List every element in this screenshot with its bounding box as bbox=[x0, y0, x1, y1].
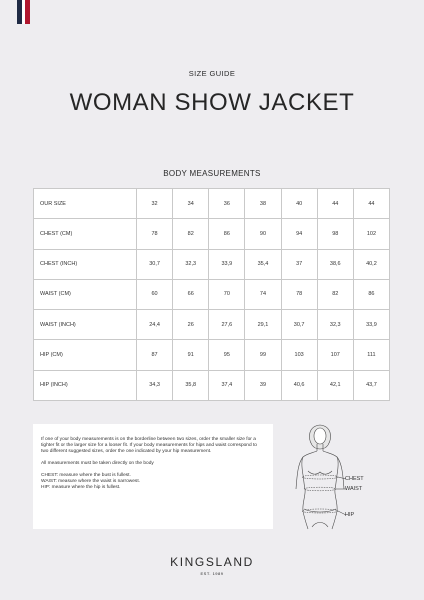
brand-logo: KINGSLAND bbox=[170, 555, 254, 569]
table-cell: 33,9 bbox=[353, 310, 389, 340]
table-cell: 102 bbox=[353, 219, 389, 249]
body-figure bbox=[290, 423, 370, 531]
brand-flag-icon bbox=[17, 0, 33, 24]
table-cell: 32,3 bbox=[317, 310, 353, 340]
page-title: WOMAN SHOW JACKET bbox=[69, 89, 355, 116]
table-cell: 42,1 bbox=[317, 370, 353, 400]
table-row bbox=[34, 279, 390, 309]
table-cell: 111 bbox=[353, 340, 389, 370]
table-cell: 34 bbox=[173, 189, 209, 219]
table-cell: 40,6 bbox=[281, 370, 317, 400]
notes-waist-text: WAIST: measure where the waist is narrowest. bbox=[41, 479, 140, 484]
table-cell: 40 bbox=[281, 189, 317, 219]
flag-red-stripe bbox=[25, 0, 30, 24]
table-cell: 34,3 bbox=[137, 370, 173, 400]
table-cell: 98 bbox=[317, 219, 353, 249]
table-cell: 60 bbox=[137, 279, 173, 309]
table-cell: 39 bbox=[245, 370, 281, 400]
table-cell: 44 bbox=[317, 189, 353, 219]
table-cell: 103 bbox=[281, 340, 317, 370]
table-cell: 38,6 bbox=[317, 249, 353, 279]
table-cell: 36 bbox=[209, 189, 245, 219]
table-cell: 37 bbox=[281, 249, 317, 279]
table-cell: 99 bbox=[245, 340, 281, 370]
table-cell: 70 bbox=[209, 279, 245, 309]
table-cell: 107 bbox=[317, 340, 353, 370]
waist-label: WAIST bbox=[345, 486, 363, 492]
table-cell: 82 bbox=[317, 279, 353, 309]
table-cell: 74 bbox=[245, 279, 281, 309]
table-cell: 32,3 bbox=[173, 249, 209, 279]
table-row bbox=[34, 249, 390, 279]
table-caption: BODY MEASUREMENTS bbox=[163, 169, 261, 178]
row-label: HIP (INCH) bbox=[34, 370, 137, 400]
table-cell: 33,9 bbox=[209, 249, 245, 279]
table-cell: 26 bbox=[173, 310, 209, 340]
table-cell: 32 bbox=[137, 189, 173, 219]
table-row bbox=[34, 370, 390, 400]
notes-hip-text: HIP: measure where the hip is fullest. bbox=[41, 485, 121, 490]
table-cell: 91 bbox=[173, 340, 209, 370]
table-cell: 30,7 bbox=[137, 249, 173, 279]
table-row bbox=[34, 189, 390, 219]
table-cell: 78 bbox=[281, 279, 317, 309]
row-label: WAIST (INCH) bbox=[34, 310, 137, 340]
table-cell: 35,4 bbox=[245, 249, 281, 279]
table-row bbox=[34, 219, 390, 249]
table-cell: 44 bbox=[353, 189, 389, 219]
brand-est: EST. 1989 bbox=[200, 571, 224, 576]
notes-body-text: All measurements must be taken directly on the body bbox=[41, 461, 154, 466]
chest-label: CHEST bbox=[345, 476, 364, 482]
table-cell: 40,2 bbox=[353, 249, 389, 279]
table-cell: 38 bbox=[245, 189, 281, 219]
hip-label: HIP bbox=[345, 512, 355, 518]
row-label: WAIST (CM) bbox=[34, 279, 137, 309]
table-cell: 94 bbox=[281, 219, 317, 249]
row-label: CHEST (CM) bbox=[34, 219, 137, 249]
table-cell: 86 bbox=[209, 219, 245, 249]
row-label: HIP (CM) bbox=[34, 340, 137, 370]
table-cell: 90 bbox=[245, 219, 281, 249]
table-cell: 87 bbox=[137, 340, 173, 370]
table-cell: 27,6 bbox=[209, 310, 245, 340]
notes-borderline-text: If one of your body measurements is on the borderline between two sizes, order the smaller size for a tighter fit or the larger size for a looser fit. If your body measurements for hips and waist correspond to two different suggested sizes, order the one indicated by your hip measurement. bbox=[41, 437, 257, 454]
table-cell: 29,1 bbox=[245, 310, 281, 340]
notes-chest-text: CHEST: measure where the bust is fullest. bbox=[41, 473, 131, 478]
table-cell: 82 bbox=[173, 219, 209, 249]
table-cell: 24,4 bbox=[137, 310, 173, 340]
table-cell: 35,8 bbox=[173, 370, 209, 400]
row-label: CHEST (INCH) bbox=[34, 249, 137, 279]
table-cell: 66 bbox=[173, 279, 209, 309]
page-subtitle: SIZE GUIDE bbox=[188, 69, 236, 78]
table-cell: 30,7 bbox=[281, 310, 317, 340]
size-table-body bbox=[34, 189, 390, 401]
table-row bbox=[34, 310, 390, 340]
table-cell: 78 bbox=[137, 219, 173, 249]
table-cell: 37,4 bbox=[209, 370, 245, 400]
row-label: OUR SIZE bbox=[34, 189, 137, 219]
size-table bbox=[33, 188, 390, 401]
table-cell: 95 bbox=[209, 340, 245, 370]
table-cell: 43,7 bbox=[353, 370, 389, 400]
table-row bbox=[34, 340, 390, 370]
table-cell: 86 bbox=[353, 279, 389, 309]
measurement-notes bbox=[33, 424, 273, 529]
